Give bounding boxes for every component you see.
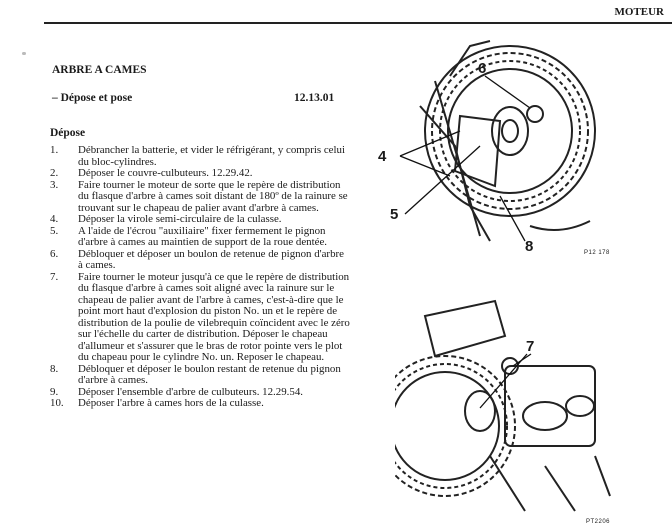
callout-4: 4 <box>378 148 387 165</box>
step-number: 2. <box>50 167 59 179</box>
step-text: A l'aide de l'écrou "auxiliaire" fixer fermement le pignon d'arbre à cames au maintien de support de la roue dentée. <box>78 224 328 248</box>
operation-label: – Dépose et pose <box>52 92 133 104</box>
step-item <box>50 168 350 180</box>
header-rule <box>44 22 672 24</box>
section-title: MOTEUR <box>614 6 664 18</box>
step-number: 1. <box>50 144 59 156</box>
operation-code: 12.13.01 <box>294 92 335 104</box>
step-number: 8. <box>50 362 59 375</box>
step-item <box>50 214 350 226</box>
step-text: Déposer l'ensemble d'arbre de culbuteurs. 12.29.54. <box>78 385 303 398</box>
procedure-steps <box>50 145 350 410</box>
procedure-heading: Dépose <box>50 127 86 139</box>
step-number: 4. <box>50 213 59 225</box>
step-number: 9. <box>50 385 59 398</box>
scan-speck <box>22 52 26 55</box>
step-number: 3. <box>50 178 59 191</box>
step-number: 7. <box>50 270 59 283</box>
step-text: Déposer la virole semi-circulaire de la culasse. <box>78 213 282 225</box>
step-item <box>50 272 350 364</box>
page-title: ARBRE A CAMES <box>52 64 147 76</box>
step-text: Faire tourner le moteur de sorte que le repère de distribution du flasque d'arbre à cames soit distant de 180º de la rainure se trouvant sur le chapeau de palier avant d'arbre à cames. <box>78 178 348 214</box>
step-item <box>50 398 350 410</box>
step-number: 10. <box>50 397 64 409</box>
step-item <box>50 249 350 272</box>
step-item <box>50 180 350 215</box>
camshaft-timing-illustration <box>395 296 620 522</box>
step-number: 6. <box>50 247 59 260</box>
callout-5: 5 <box>390 206 399 223</box>
step-text: Déposer l'arbre à cames hors de la culasse. <box>78 397 264 409</box>
step-text: Débloquer et déposer le boulon restant de retenue du pignon d'arbre à cames. <box>78 362 341 386</box>
step-item <box>50 226 350 249</box>
step-text: Faire tourner le moteur jusqu'à ce que le repère de distribution du flasque d'arbre à cames soit aligné avec la rainure sur le chapeau de palier avant de l'arbre à cames, c'est-à-dire que le point mort haut d'explosion du piston No. un et le repère de distribution de la poulie de vilebrequin coïncident avec le zéro sur l'échelle du carter de distribution. Déposer le chapeau d'allumeur et s'assurer que le bras de rotor pointe vers le plot du chapeau pour le cylindre No. un. Reposer le chapeau. <box>78 270 350 363</box>
callout-6: 6 <box>478 60 487 77</box>
step-item <box>50 364 350 387</box>
callout-7: 7 <box>526 338 535 355</box>
step-text: Débloquer et déposer un boulon de retenue de pignon d'arbre à cames. <box>78 247 344 271</box>
figure-reference: PT2206 <box>586 519 611 525</box>
step-text: Débrancher la batterie, et vider le réfrigérant, y compris celui du bloc-cylindres. <box>78 144 345 168</box>
step-item <box>50 145 350 168</box>
step-number: 5. <box>50 224 59 237</box>
callout-8: 8 <box>525 238 534 255</box>
step-text: Déposer le couvre-culbuteurs. 12.29.42. <box>78 167 253 179</box>
figure-reference: P12 178 <box>584 250 610 256</box>
